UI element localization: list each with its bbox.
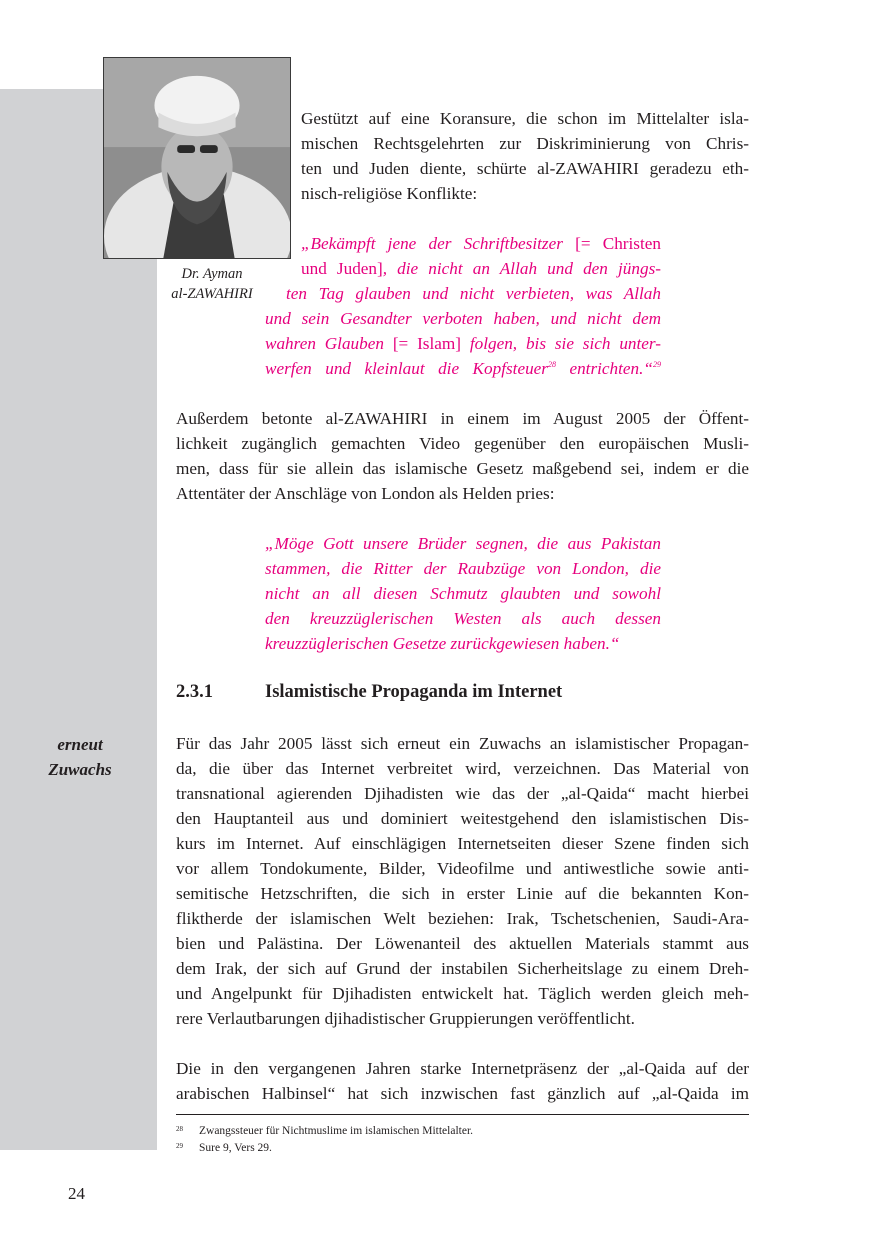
text-line: Attentäter der Anschläge von London als Helden pries: [176,484,555,503]
text-line: ten und Juden diente, schürte al-ZAWAHIRI geradezu eth- [301,159,749,178]
text-line: vor allem Tondokumente, Bilder, Videofilme und antiwestliche sowie anti- [176,859,749,878]
text-line: Für das Jahr 2005 lässt sich erneut ein Zuwachs an islamistischer Propagan- [176,734,749,753]
margin-note [20,732,140,782]
text-line: da, die über das Internet verbreitet wird, verzeichnen. Das Material von [176,759,749,778]
text-line: fliktherde der islamischen Welt beziehen: Irak, Tschetschenien, Saudi-Ara- [176,909,749,928]
margin-note-line: erneut [57,735,103,754]
quote-text: „Bekämpft jene der Schriftbesitzer [301,234,576,253]
footnote-ref: 28 [547,360,556,369]
page-number: 24 [68,1184,85,1203]
caption-line: Dr. Ayman [181,266,243,282]
footnote-ref: 29 [652,360,661,369]
photo-caption [160,264,264,304]
quote-line: stammen, die Ritter der Raubzüge von London, die [265,559,661,578]
footnote-number: 29 [176,1142,183,1150]
text-line: nisch-religiöse Konflikte: [301,184,478,203]
text-line: den Hauptanteil aus und dominiert weitestgehend den islamistischen Dis- [176,809,749,828]
quote-line [301,257,661,281]
quote-line: „Möge Gott unsere Brüder segnen, die aus Pakistan [265,534,661,553]
text-line: Die in den vergangenen Jahren starke Internetpräsenz der „al-Qaida auf der [176,1059,749,1078]
quote-line: nicht an all diesen Schmutz glaubten und sowohl [265,584,661,603]
text-line: Außerdem betonte al-ZAWAHIRI in einem im August 2005 der Öffent- [176,409,749,428]
quote-line [265,332,661,356]
text-line: Gestützt auf eine Koransure, die schon im Mittelalter isla- [301,109,749,128]
quote-insert: [= Islam] [392,334,461,353]
section-title: Islamistische Propaganda im Internet [265,682,563,702]
quote-line: und sein Gesandter verboten haben, und nicht dem [265,309,661,328]
quote-line [265,357,661,381]
footnote-text: Sure 9, Vers 29. [199,1142,272,1154]
margin-note-line: Zuwachs [48,760,112,779]
quote-text: , die nicht an Allah und den jüngs- [382,259,661,278]
quote-text: wahren Glauben [265,334,393,353]
quote-line: ten Tag glauben und nicht verbieten, was Allah [286,284,661,303]
caption-line: al-ZAWAHIRI [171,286,253,302]
text-line: und Angelpunkt für Djihadisten entwickelt hat. Täglich werden gleich meh- [176,984,749,1003]
text-line: mischen Rechtsgelehrten zur Diskriminierung von Chris- [301,134,749,153]
quote-line: kreuzzüglerischen Gesetze zurückgewiesen haben.“ [265,634,620,653]
quote-insert: [= Christen [575,234,661,253]
text-line: dem Irak, der sich auf Grund der instabilen Sicherheitslage zu einem Dreh- [176,959,749,978]
text-line: rere Verlautbarungen djihadistischer Gruppierungen veröffentlicht. [176,1009,635,1028]
text-line: men, dass für sie allein das islamische Gesetz maßgebend sei, indem er die [176,459,749,478]
portrait-image [104,58,290,258]
footnote [176,1139,749,1156]
quote-line: den kreuzzüglerischen Westen als auch dessen [265,609,661,628]
quote-line [301,232,661,256]
footnote-divider [176,1114,749,1115]
text-line: semitische Hetzschriften, die sich in erster Linie auf die bekannten Kon- [176,884,749,903]
text-line: arabischen Halbinsel“ hat sich inzwischen fast gänzlich auf „al-Qaida im [176,1084,749,1103]
quote-text: werfen und kleinlaut die Kopfsteuer [265,359,548,378]
footnote [176,1122,749,1139]
quote-text: entrichten.“ [555,359,653,378]
text-line: lichkeit zugänglich gemachten Video gegenüber den europäischen Musli- [176,434,749,453]
footnote-number: 28 [176,1125,183,1133]
section-number: 2.3.1 [176,682,213,702]
text-line: transnational agierenden Djihadisten wie das der „al-Qaida“ macht hierbei [176,784,749,803]
footnote-text: Zwangssteuer für Nichtmuslime im islamischen Mittelalter. [199,1125,474,1137]
quote-insert: und Juden] [301,259,383,278]
text-line: kurs im Internet. Auf einschlägigen Internetseiten dieser Szene finden sich [176,834,749,853]
quote-text: folgen, bis sie sich unter- [461,334,661,353]
portrait-photo [103,57,291,259]
text-line: bien und Palästina. Der Löwenanteil des aktuellen Materials stammt aus [176,934,749,953]
